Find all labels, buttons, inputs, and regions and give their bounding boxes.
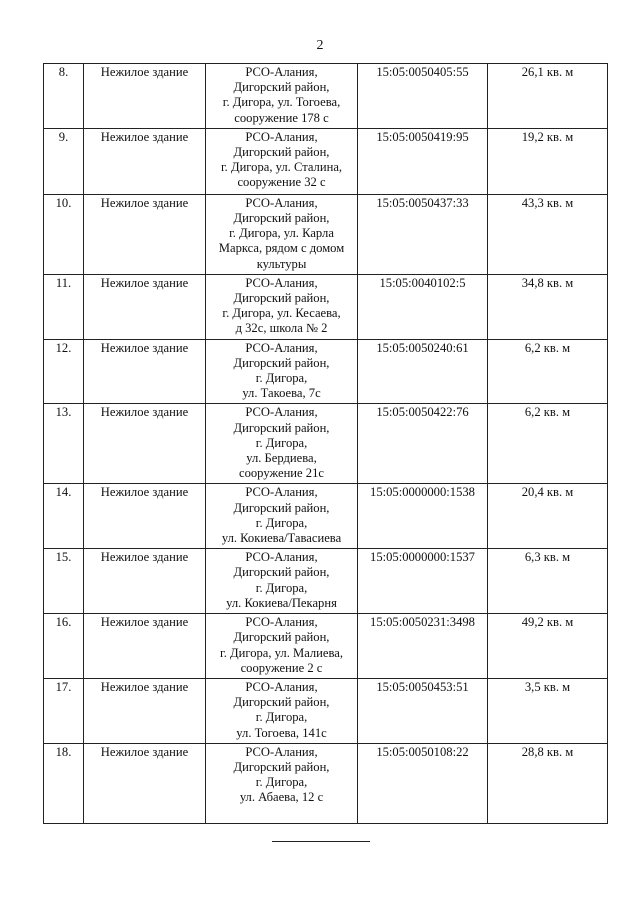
object-address — [206, 274, 358, 339]
cadastral-number: 15:05:0050419:95 — [358, 128, 488, 194]
address-line: РСО-Алания, — [245, 485, 318, 500]
address-line: ул. Кокиева/Пекарня — [226, 595, 337, 610]
row-number: 8. — [44, 64, 84, 129]
address-line: Дигорский район, — [233, 695, 330, 710]
footer-divider — [272, 841, 370, 842]
row-number: 18. — [44, 743, 84, 823]
address-line: Маркса, рядом с домом — [218, 241, 345, 256]
address-line: Дигорский район, — [233, 291, 330, 306]
cadastral-number: 15:05:0050231:3498 — [358, 614, 488, 679]
address-line: Дигорский район, — [233, 80, 330, 95]
address-line: РСО-Алания, — [245, 744, 318, 759]
address-line: г. Дигора, ул. Тогоева, — [222, 95, 341, 110]
address-line: сооружение 21с — [239, 466, 324, 481]
object-address — [206, 128, 358, 194]
address-line: РСО-Алания, — [245, 275, 318, 290]
row-number: 17. — [44, 678, 84, 743]
table-row — [44, 404, 608, 484]
address-line: г. Дигора, — [255, 580, 308, 595]
address-line: РСО-Алания, — [245, 65, 318, 79]
row-number: 12. — [44, 339, 84, 404]
object-type: Нежилое здание — [84, 743, 206, 823]
row-number: 9. — [44, 128, 84, 194]
object-type: Нежилое здание — [84, 339, 206, 404]
address-line: Дигорский район, — [233, 630, 330, 645]
table-row — [44, 549, 608, 614]
object-type: Нежилое здание — [84, 549, 206, 614]
object-address — [206, 743, 358, 823]
object-area: 6,2 кв. м — [488, 404, 608, 484]
address-line: г. Дигора, — [255, 515, 308, 530]
object-type: Нежилое здание — [84, 274, 206, 339]
row-number: 15. — [44, 549, 84, 614]
property-table — [43, 63, 608, 824]
address-line: г. Дигора, ул. Малиева, — [219, 645, 344, 660]
table-row — [44, 678, 608, 743]
address-line: г. Дигора, — [255, 371, 308, 386]
cadastral-number: 15:05:0040102:5 — [358, 274, 488, 339]
address-line: г. Дигора, — [255, 775, 308, 790]
address-line: ул. Кокиева/Тавасиева — [221, 531, 342, 546]
table-row — [44, 339, 608, 404]
object-area: 26,1 кв. м — [488, 64, 608, 129]
address-line: РСО-Алания, — [245, 550, 318, 565]
object-address — [206, 678, 358, 743]
address-line: г. Дигора, — [255, 710, 308, 725]
cadastral-number: 15:05:0050422:76 — [358, 404, 488, 484]
address-line: РСО-Алания, — [245, 195, 318, 210]
object-address — [206, 339, 358, 404]
address-line: культуры — [256, 256, 307, 271]
object-area: 6,3 кв. м — [488, 549, 608, 614]
address-line: Дигорский район, — [233, 759, 330, 774]
table-row — [44, 194, 608, 274]
address-line: г. Дигора, ул. Карла — [229, 226, 334, 241]
object-address — [206, 484, 358, 549]
cadastral-number: 15:05:0050405:55 — [358, 64, 488, 129]
table-row — [44, 484, 608, 549]
table-row — [44, 128, 608, 194]
row-number: 11. — [44, 274, 84, 339]
object-type: Нежилое здание — [84, 614, 206, 679]
page-number: 2 — [316, 38, 324, 53]
address-line: г. Дигора, ул. Кесаева, — [222, 306, 341, 321]
object-address — [206, 549, 358, 614]
address-line: сооружение 2 с — [240, 660, 323, 675]
address-line: сооружение 32 с — [237, 175, 326, 190]
object-area: 3,5 кв. м — [488, 678, 608, 743]
address-line: г. Дигора, ул. Сталина, — [220, 160, 343, 175]
object-area: 28,8 кв. м — [488, 743, 608, 823]
address-line: РСО-Алания, — [245, 340, 318, 355]
cadastral-number: 15:05:0000000:1538 — [358, 484, 488, 549]
address-line: РСО-Алания, — [245, 405, 318, 420]
table-row — [44, 614, 608, 679]
address-line: д 32с, школа № 2 — [235, 321, 328, 336]
cadastral-number: 15:05:0050240:61 — [358, 339, 488, 404]
row-number: 10. — [44, 194, 84, 274]
address-line: Дигорский район, — [233, 145, 330, 160]
object-address — [206, 404, 358, 484]
object-address — [206, 194, 358, 274]
address-line: г. Дигора, — [255, 435, 308, 450]
object-area: 6,2 кв. м — [488, 339, 608, 404]
address-line: РСО-Алания, — [245, 615, 318, 630]
address-line: РСО-Алания, — [245, 679, 318, 694]
cadastral-number: 15:05:0050108:22 — [358, 743, 488, 823]
object-address — [206, 614, 358, 679]
address-line: сооружение 178 с — [234, 110, 329, 125]
address-line: ул. Абаева, 12 с — [239, 790, 324, 805]
row-number: 13. — [44, 404, 84, 484]
row-number: 14. — [44, 484, 84, 549]
address-line: Дигорский район, — [233, 565, 330, 580]
object-area: 43,3 кв. м — [488, 194, 608, 274]
object-area: 49,2 кв. м — [488, 614, 608, 679]
address-line: Дигорский район, — [233, 211, 330, 226]
object-type: Нежилое здание — [84, 484, 206, 549]
cadastral-number: 15:05:0000000:1537 — [358, 549, 488, 614]
table-row — [44, 743, 608, 823]
address-line: ул. Такоева, 7с — [242, 386, 321, 401]
object-address — [206, 64, 358, 129]
table-row — [44, 64, 608, 129]
row-number: 16. — [44, 614, 84, 679]
object-area: 34,8 кв. м — [488, 274, 608, 339]
cadastral-number: 15:05:0050453:51 — [358, 678, 488, 743]
table-row — [44, 274, 608, 339]
object-type: Нежилое здание — [84, 64, 206, 129]
address-line: ул. Тогоева, 141с — [236, 725, 327, 740]
object-type: Нежилое здание — [84, 128, 206, 194]
object-type: Нежилое здание — [84, 404, 206, 484]
object-type: Нежилое здание — [84, 678, 206, 743]
object-area: 19,2 кв. м — [488, 128, 608, 194]
object-area: 20,4 кв. м — [488, 484, 608, 549]
property-table-body — [44, 64, 608, 824]
address-line: РСО-Алания, — [245, 129, 318, 144]
address-line: Дигорский район, — [233, 420, 330, 435]
cadastral-number: 15:05:0050437:33 — [358, 194, 488, 274]
address-line: Дигорский район, — [233, 500, 330, 515]
object-type: Нежилое здание — [84, 194, 206, 274]
address-line: Дигорский район, — [233, 355, 330, 370]
address-line: ул. Бердиева, — [246, 451, 317, 466]
